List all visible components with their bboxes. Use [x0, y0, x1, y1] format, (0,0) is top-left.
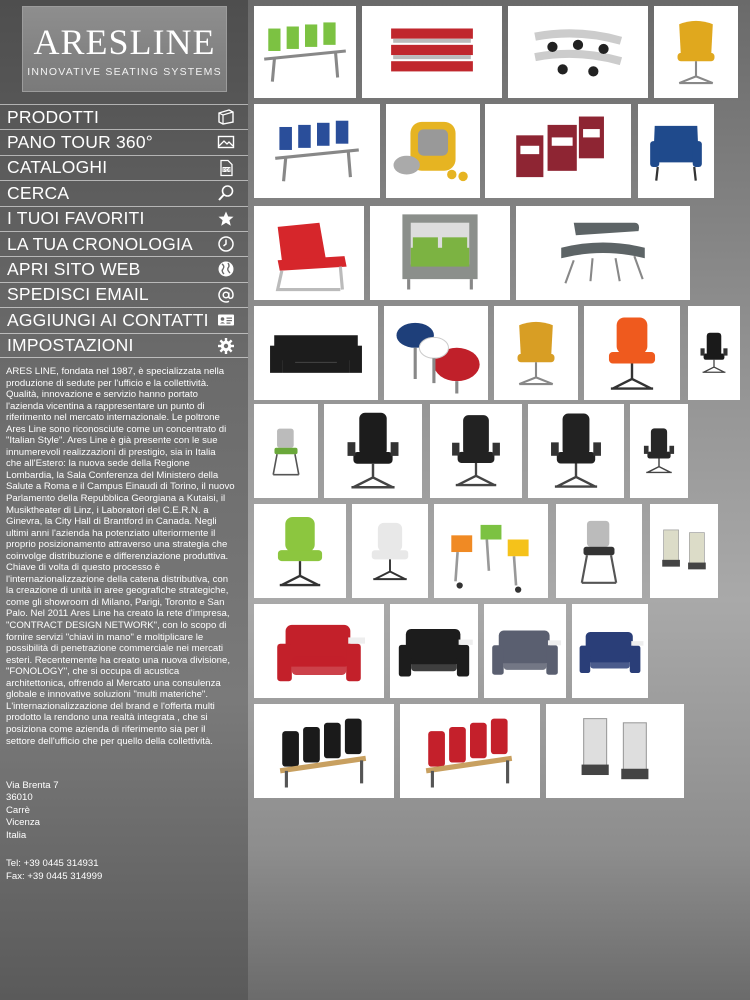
product-image: [254, 6, 356, 98]
black-sofa-thumbnail[interactable]: [254, 306, 378, 400]
description-line: produzione di sedute per l'ufficio e la collettività.: [6, 377, 209, 389]
product-image: [254, 704, 394, 798]
red-office-cubicles-thumbnail[interactable]: [485, 104, 631, 198]
description-line: fornire servizi "chiavi in mano" e moltiplicare le: [6, 631, 204, 643]
black-mesh-chair-thumbnail[interactable]: [630, 404, 688, 498]
description-line: L'internazionalizzazione del brand e l'offerta multi: [6, 700, 215, 712]
white-office-chair-thumbnail[interactable]: [352, 504, 428, 598]
description-line: innumerevoli realizzazioni di prestigio, sia in Italia: [6, 446, 216, 458]
product-image: [556, 504, 642, 598]
product-image: [254, 206, 364, 300]
description-line: come gli showroom di Milano, Parigi, Toronto e San: [6, 596, 225, 608]
description-line: coinvolge distribuzione e differenziazione produttiva.: [6, 550, 229, 562]
product-image: [584, 306, 680, 400]
product-image: [630, 404, 688, 498]
description-line: settore dell'ufficio che per quello della collettività.: [6, 735, 213, 747]
blue-armchair-thumbnail[interactable]: [638, 104, 714, 198]
yellow-lounge-chair-thumbnail[interactable]: [654, 6, 738, 98]
black-wood-auditorium-seat-thumbnail[interactable]: [390, 604, 478, 698]
product-image: [485, 104, 631, 198]
description-line: possibilità di penetrazione commerciale nei mercati: [6, 643, 224, 655]
product-image: [546, 704, 684, 798]
menu-label: IMPOSTAZIONI: [7, 334, 134, 355]
mustard-task-chair-thumbnail[interactable]: [494, 306, 578, 400]
lecture-desk-row-thumbnail[interactable]: [508, 6, 648, 98]
green-booth-sofa-thumbnail[interactable]: [370, 206, 510, 300]
product-image: [370, 206, 510, 300]
description-line: esteri. Recentemente ha creato una nuova divisione,: [6, 654, 230, 666]
product-image: [638, 104, 714, 198]
product-image: [516, 206, 690, 300]
green-beam-seating-thumbnail[interactable]: [254, 6, 356, 98]
product-image: [254, 104, 380, 198]
green-cantilever-chair-thumbnail[interactable]: [254, 404, 318, 498]
description-line: Salute a Roma e il Campus Einaudi di Torino, il nuovo: [6, 481, 235, 493]
description-line: Chiave di volta di questo processo è: [6, 562, 161, 574]
fax-number: Fax: +39 0445 314999: [6, 870, 103, 882]
red-desk-row-thumbnail[interactable]: [362, 6, 502, 98]
brand-name: ARESLINE: [33, 22, 216, 62]
description-line: "Italian Style". Ares Line è già presente con le sue: [6, 435, 218, 447]
description-line: Ginevra, la City Hall di Brantford in Canada. Negli: [6, 516, 217, 528]
product-image: [362, 6, 502, 98]
menu-label: PRODOTTI: [7, 106, 100, 127]
black-executive-chair-1-thumbnail[interactable]: [324, 404, 422, 498]
menu-label: CATALOGHI: [7, 157, 108, 178]
description-line: architettonica, offrendo al Mercato una consulenza: [6, 677, 221, 689]
black-executive-chair-2-thumbnail[interactable]: [430, 404, 522, 498]
phone-number[interactable]: Tel: +39 0445 314931: [6, 858, 99, 869]
menu-label: CERCA: [7, 182, 70, 203]
description-line: Qualità, innovazione e servizio hanno portato: [6, 389, 198, 401]
address-province: Vicenza: [6, 817, 40, 829]
product-image: [688, 306, 740, 400]
description-line: posiziona come azienda di riferimento sia per il: [6, 723, 206, 735]
product-image: [430, 404, 522, 498]
description-line: Musiktheater di Linz, i Laboratori del C.E.R.N. a: [6, 504, 209, 516]
black-executive-chair-3-thumbnail[interactable]: [528, 404, 624, 498]
cream-auditorium-seat-thumbnail[interactable]: [650, 504, 718, 598]
description-line: che all'Estero: la nuova sede della Regione: [6, 458, 190, 470]
product-image: [494, 306, 578, 400]
address-town: Carrè: [6, 804, 30, 816]
product-image: [434, 504, 548, 598]
orange-task-chair-thumbnail[interactable]: [584, 306, 680, 400]
product-image: [384, 306, 488, 400]
product-image: [572, 604, 648, 698]
product-image: [386, 104, 480, 198]
description-line: Lombardia, la Sala Conferenza del Ministero della: [6, 469, 219, 481]
address-street: Via Brenta 7: [6, 780, 59, 791]
red-auditorium-row-thumbnail[interactable]: [400, 704, 540, 798]
yellow-pod-booth-thumbnail[interactable]: [386, 104, 480, 198]
blue-beam-desk-thumbnail[interactable]: [254, 104, 380, 198]
description-line: l'azienda vicentina a rappresentare un punto di: [6, 400, 205, 412]
description-line: globale e innovative soluzioni "multi materiche".: [6, 689, 208, 701]
address-country: Italia: [6, 829, 27, 841]
product-image: [254, 504, 346, 598]
swivel-bucket-chairs-thumbnail[interactable]: [384, 306, 488, 400]
description-line: prodotto la rendono una realtà integrata , che si: [6, 712, 208, 724]
menu-label: SPEDISCI EMAIL: [7, 284, 149, 305]
red-lounge-chair-thumbnail[interactable]: [254, 206, 364, 300]
menu-label: AGGIUNGI AI CONTATTI: [7, 309, 209, 330]
menu-label: APRI SITO WEB: [7, 259, 141, 280]
product-image: [508, 6, 648, 98]
product-image: [650, 504, 718, 598]
description-line: ultimi anni l'azienda ha potenziato ulteriormente il: [6, 527, 216, 539]
description-line: "FONOLOGY", che si occupa di acustica: [6, 666, 180, 678]
product-image: [400, 704, 540, 798]
description-line: Ares Line sono riconosciute come un concentrato di: [6, 423, 227, 435]
product-image: [254, 306, 378, 400]
menu-label: PANO TOUR 360°: [7, 132, 153, 153]
description-line: ARES LINE, fondata nel 1987, è specializzata nella: [6, 366, 225, 377]
description-line: Palo. Nel 2011 Ares Line ha creato la rete d'impresa,: [6, 608, 230, 620]
description-line: proprio posizionamento attraverso una strategia che: [6, 539, 228, 551]
black-auditorium-row-thumbnail[interactable]: [254, 704, 394, 798]
product-image: [654, 6, 738, 98]
white-folding-desks-thumbnail[interactable]: [546, 704, 684, 798]
menu-label: I TUOI FAVORITI: [7, 208, 145, 229]
description-line: l'internazionalizzazione della catena distributiva, con: [6, 573, 229, 585]
product-image: [528, 404, 624, 498]
colourful-training-chairs-thumbnail[interactable]: [434, 504, 548, 598]
description-line: "CONTRACT DESIGN NETWORK", con lo scopo di: [6, 620, 227, 632]
grey-bench-thumbnail[interactable]: [516, 206, 690, 300]
product-image: [484, 604, 566, 698]
red-theatre-armchair-thumbnail[interactable]: [254, 604, 384, 698]
description-line: la creazione di unità in aree geografiche strategiche,: [6, 585, 229, 597]
description-line: Parlamento della Repubblica Georgiana a Kutaisi, il: [6, 493, 226, 505]
product-image: [352, 504, 428, 598]
product-image: [390, 604, 478, 698]
product-image: [324, 404, 422, 498]
lime-office-chair-thumbnail[interactable]: [254, 504, 346, 598]
blue-cinema-seat-thumbnail[interactable]: [572, 604, 648, 698]
blue-grey-auditorium-seat-thumbnail[interactable]: [484, 604, 566, 698]
description-line: riferimento nel mercato internazionale. Le poltrone: [6, 412, 220, 424]
product-image: [254, 604, 384, 698]
product-image: [254, 404, 318, 498]
menu-label: LA TUA CRONOLOGIA: [7, 233, 193, 254]
svg-text:PDF: PDF: [223, 167, 232, 173]
black-ergonomic-chair-thumbnail[interactable]: [688, 306, 740, 400]
mesh-tablet-chair-thumbnail[interactable]: [556, 504, 642, 598]
brand-tagline: INNOVATIVE SEATING SYSTEMS: [27, 66, 222, 78]
address-postcode: 36010: [6, 792, 33, 804]
